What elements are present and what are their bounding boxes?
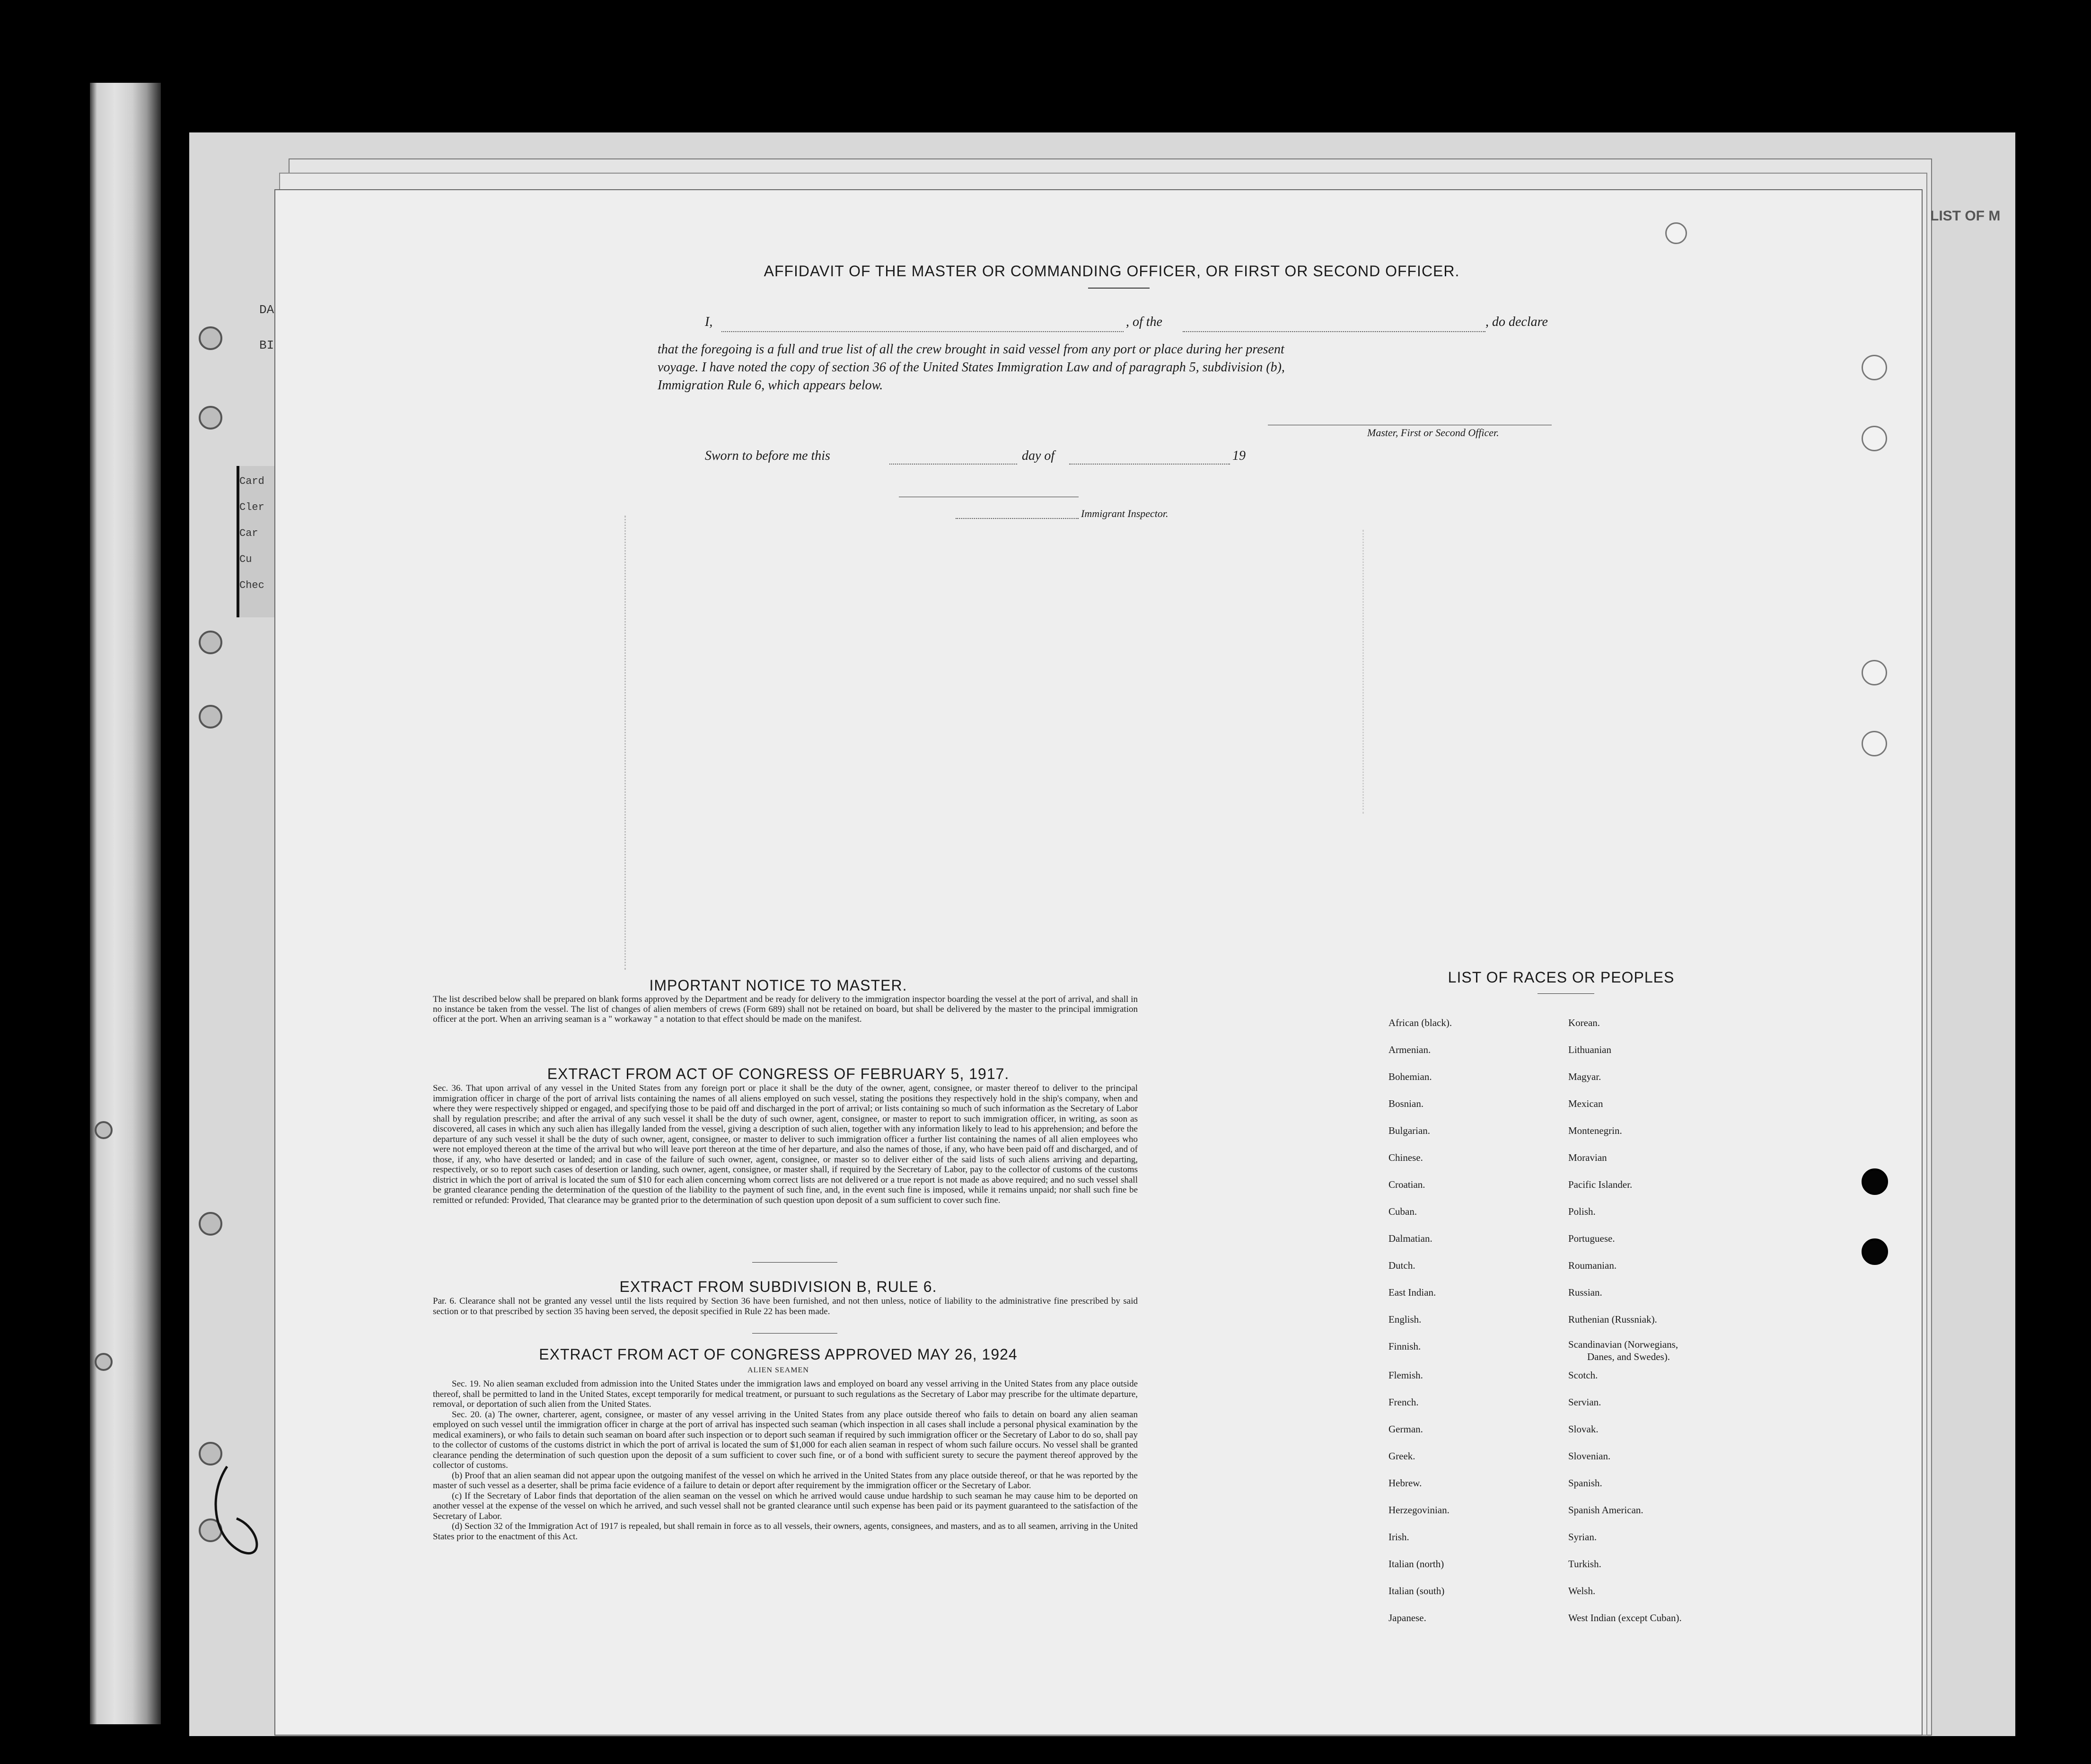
race-item: Croatian.	[1388, 1179, 1425, 1190]
race-item: Ruthenian (Russniak).	[1568, 1314, 1657, 1325]
race-item: Chinese.	[1388, 1152, 1423, 1163]
paragraph: Sec. 19. No alien seaman excluded from admission into the United States under the immigration laws and employed on board any vessel arriving in the United States from any place outside thereof, shall be permitted to land in the United States, except temporarily for medical treatment, or pursuant to such regulations as the Secretary of Labor may prescribe for the ultimate departure, removal, or deportation of such alien from the United States.	[433, 1379, 1138, 1409]
race-item: Roumanian.	[1568, 1260, 1617, 1271]
race-item: Turkish.	[1568, 1558, 1601, 1570]
race-item: Pacific Islander.	[1568, 1179, 1633, 1190]
under-page-card	[237, 466, 277, 617]
master-signature-label: Master, First or Second Officer.	[1367, 427, 1499, 439]
extract-1924-body	[433, 1379, 1138, 1542]
extract-1917-text: Sec. 36. That upon arrival of any vessel in the United States from any foreign port or place it shall be the duty of the owner, agent, consignee, or master thereof to deliver to the principal immigration officer in charge of the port of arrival lists containing the names of all aliens employed on such vessel, stating the positions they respectively hold in the ship's company, when and where they were respectively shipped or engaged, and specifying those to be paid off and discharged in the port of arrival; or lists containing so much of such information as the Secretary of Labor shall by regulation prescribe; and after the arrival of any such vessel it shall be the duty of such owner, agent, consignee, or master to report to such immigration officer, in writing, as soon as discovered, all cases in which any such alien has illegally landed from the vessel, giving a description of such alien, together with any information likely to lead to his apprehension; and before the departure of any such vessel it shall be the duty of such owner, agent, consignee, or master to deliver to such immigration officer a further list containing the names of all alien employees who were not employed thereon at the time of the arrival but who will leave port thereon at the time of her departure, and also the names of those, if any, who have been paid off and discharged, and of those, if any, who have deserted or landed; and in case of the failure of such owner, agent, consignee, or master so to deliver either of the said lists of such aliens arriving and departing, respectively, or so to report such cases of desertion or landing, such owner, agent, consignee, or master shall, if required by the Secretary of Labor, pay to the collector of customs of the customs district in which the port of arrival is located the sum of $10 for each alien concerning whom correct lists are not delivered or a true report is not made as above required; and no such vessel shall be granted clearance pending the determination of the question of the liability to the payment of such fine, and, in the event such fine is imposed, while it remains unpaid; nor shall such fine be remitted or refunded: Provided, That clearance may be granted prior to the determination of such question upon deposit of a sum sufficient to cover such fine.	[433, 1083, 1138, 1205]
punch-hole	[199, 705, 222, 728]
bleed-through	[624, 516, 640, 970]
race-item: Greek.	[1388, 1450, 1415, 1462]
under-page-letter: BI	[259, 338, 274, 352]
inspector-blank	[956, 518, 1079, 519]
paragraph: (b) Proof that an alien seaman did not appear upon the outgoing manifest of the vessel on which he arrived in the United States from any place outside thereof, or that he was reported by the master of such vessel as a deserter, shall be prima facie evidence of a failure to detain or deport after requirement by the immigration officer or the Secretary of Labor.	[433, 1470, 1138, 1491]
card-line: Card	[239, 475, 264, 487]
race-item: Hebrew.	[1388, 1477, 1422, 1489]
races-title: LIST OF RACES OR PEOPLES	[1448, 969, 1675, 986]
extract-rule6-title: EXTRACT FROM SUBDIVISION B, RULE 6.	[619, 1278, 937, 1295]
race-item: Bohemian.	[1388, 1071, 1432, 1082]
race-item: Finnish.	[1388, 1341, 1421, 1352]
extract-1917-title: EXTRACT FROM ACT OF CONGRESS OF FEBRUARY 5, 1917.	[547, 1065, 1010, 1082]
notice-text: The list described below shall be prepared on blank forms approved by the Department and be ready for delivery to the immigration inspector boarding the vessel at the port of arrival, and shall in no instance be taken from the vessel. The list of changes of alien members of crews (Form 689) shall not be retained on board, but shall be delivered by the master to the principal immigration officer at the port. When an arriving seaman is a " workaway " a notation to that effect should be made on the manifest.	[433, 994, 1138, 1024]
race-item: Spanish.	[1568, 1477, 1602, 1489]
punch-hole	[1862, 426, 1887, 451]
race-item: Moravian	[1568, 1152, 1607, 1163]
title-underline	[1088, 288, 1150, 289]
affidavit-i: I,	[705, 315, 713, 329]
punch-hole	[1862, 355, 1887, 380]
binder-edge	[90, 83, 161, 1724]
race-item: Scandinavian (Norwegians,	[1568, 1339, 1678, 1350]
race-item: Herzegovinian.	[1388, 1504, 1450, 1516]
year-prefix: 19	[1232, 448, 1246, 463]
race-item: Slovak.	[1568, 1423, 1599, 1435]
race-item: French.	[1388, 1396, 1419, 1408]
blank-day	[889, 464, 1017, 465]
race-item: Polish.	[1568, 1206, 1596, 1217]
punch-hole	[199, 406, 222, 430]
divider	[752, 1262, 837, 1263]
race-item: Dalmatian.	[1388, 1233, 1432, 1244]
race-item: Russian.	[1568, 1287, 1602, 1298]
sworn-label: Sworn to before me this	[705, 448, 830, 463]
blank-name	[721, 331, 1124, 332]
race-item: Bosnian.	[1388, 1098, 1424, 1109]
binding-string-icon	[208, 1457, 270, 1571]
punch-hole	[1862, 731, 1887, 756]
race-item: Scotch.	[1568, 1369, 1598, 1381]
race-item: German.	[1388, 1423, 1423, 1435]
race-item: Mexican	[1568, 1098, 1603, 1109]
punch-hole	[199, 326, 222, 350]
race-item: Flemish.	[1388, 1369, 1423, 1381]
race-item: Servian.	[1568, 1396, 1601, 1408]
affidavit-do-declare: , do declare	[1485, 315, 1548, 329]
affidavit-title: AFFIDAVIT OF THE MASTER OR COMMANDING OFFICER, OR FIRST OR SECOND OFFICER.	[764, 263, 1460, 280]
affidavit-of-the: , of the	[1126, 315, 1162, 329]
inspector-label: Immigrant Inspector.	[1081, 508, 1168, 519]
under-page-fragment: LIST OF M	[1930, 208, 2001, 224]
blank-vessel	[1183, 331, 1485, 332]
extract-1924-title: EXTRACT FROM ACT OF CONGRESS APPROVED MAY 26, 1924	[539, 1346, 1018, 1363]
race-item: Magyar.	[1568, 1071, 1601, 1082]
affidavit-body	[658, 341, 1556, 395]
affidavit-line: Immigration Rule 6, which appears below.	[658, 378, 883, 393]
race-item-continuation: Danes, and Swedes).	[1587, 1351, 1670, 1362]
day-of-label: day of	[1022, 448, 1055, 463]
punch-hole	[199, 631, 222, 654]
race-item: Slovenian.	[1568, 1450, 1611, 1462]
paragraph: Sec. 20. (a) The owner, charterer, agent, consignee, or master of any vessel arriving in the United States from any place outside thereof who fails to detain on board any alien seaman employed on such vessel until the immigration officer in charge at the port of arrival has inspected such seaman (which inspection in all cases shall include a personal physical examination by the medical examiners), or who fails to detain such seaman on board after such inspection or to deport such seaman if required by such immigration officer or the Secretary of Labor to do so, shall pay to the collector of customs of the customs district in which the port of arrival is located the sum of $1,000 for each alien seaman in respect of whom such failure occurs. No vessel shall be granted clearance pending the determination of such question upon the deposit of a sum sufficient to cover such fine, or of a bond with sufficient surety to secure the payment thereof approved by the collector of customs.	[433, 1409, 1138, 1470]
notice-title: IMPORTANT NOTICE TO MASTER.	[649, 977, 907, 994]
under-page-letters	[259, 303, 274, 352]
punch-hole	[95, 1353, 113, 1371]
race-item: Irish.	[1388, 1531, 1409, 1543]
affidavit-line: that the foregoing is a full and true list of all the crew brought in said vessel from any port or place during her present	[658, 342, 1284, 357]
punch-hole	[199, 1212, 222, 1236]
affidavit-line: voyage. I have noted the copy of section 36 of the United States Immigration Law and of paragraph 5, subdivision (b),	[658, 360, 1285, 375]
race-item: West Indian (except Cuban).	[1568, 1612, 1682, 1624]
race-item: Montenegrin.	[1568, 1125, 1622, 1136]
card-line: Chec	[239, 579, 264, 591]
blank-month	[1069, 464, 1230, 465]
race-item: Welsh.	[1568, 1585, 1596, 1597]
race-item: East Indian.	[1388, 1287, 1436, 1298]
punch-hole	[95, 1121, 113, 1139]
race-item: Syrian.	[1568, 1531, 1597, 1543]
race-item: Spanish American.	[1568, 1504, 1643, 1516]
race-item: Korean.	[1568, 1017, 1600, 1028]
race-item: English.	[1388, 1314, 1422, 1325]
race-item: Italian (south)	[1388, 1585, 1445, 1597]
race-item: African (black).	[1388, 1017, 1452, 1028]
card-line: Cu	[239, 553, 252, 565]
race-item: Italian (north)	[1388, 1558, 1444, 1570]
punch-hole	[1665, 222, 1687, 244]
punch-hole	[1862, 1238, 1888, 1265]
title-underline	[1538, 993, 1594, 994]
card-line: Car	[239, 527, 258, 539]
race-item: Dutch.	[1388, 1260, 1415, 1271]
paragraph: (d) Section 32 of the Immigration Act of 1917 is repealed, but shall remain in force as to all vessels, their owners, agents, consignees, and masters, and as to all seamen, arriving in the United States prior to the enactment of this Act.	[433, 1521, 1138, 1542]
paragraph: (c) If the Secretary of Labor finds that deportation of the alien seaman on the vessel on which he arrived would cause undue hardship to such seaman he may cause him to be deported on another vessel at the expense of the vessel on which he arrived, and such vessel shall not be granted clearance until such expense has been paid or its payment guaranteed to the satisfaction of the Secretary of Labor.	[433, 1491, 1138, 1521]
punch-hole	[1862, 660, 1887, 685]
extract-1924-subtitle: ALIEN SEAMEN	[747, 1366, 809, 1374]
race-item: Lithuanian	[1568, 1044, 1611, 1055]
divider	[752, 1333, 837, 1334]
punch-hole	[1862, 1168, 1888, 1195]
bleed-through	[1362, 530, 1369, 814]
card-line: Cler	[239, 501, 264, 513]
race-item: Portuguese.	[1568, 1233, 1615, 1244]
race-item: Cuban.	[1388, 1206, 1417, 1217]
race-item: Bulgarian.	[1388, 1125, 1431, 1136]
under-page-letter: DA	[259, 303, 274, 317]
extract-rule6-text: Par. 6. Clearance shall not be granted any vessel until the lists required by Section 36 have been furnished, and not then unless, notice of liability to the administrative fine prescribed by said section or to that prescribed by section 35 having been served, the deposit specified in Rule 22 has been made.	[433, 1296, 1138, 1316]
race-item: Armenian.	[1388, 1044, 1431, 1055]
race-item: Japanese.	[1388, 1612, 1426, 1624]
